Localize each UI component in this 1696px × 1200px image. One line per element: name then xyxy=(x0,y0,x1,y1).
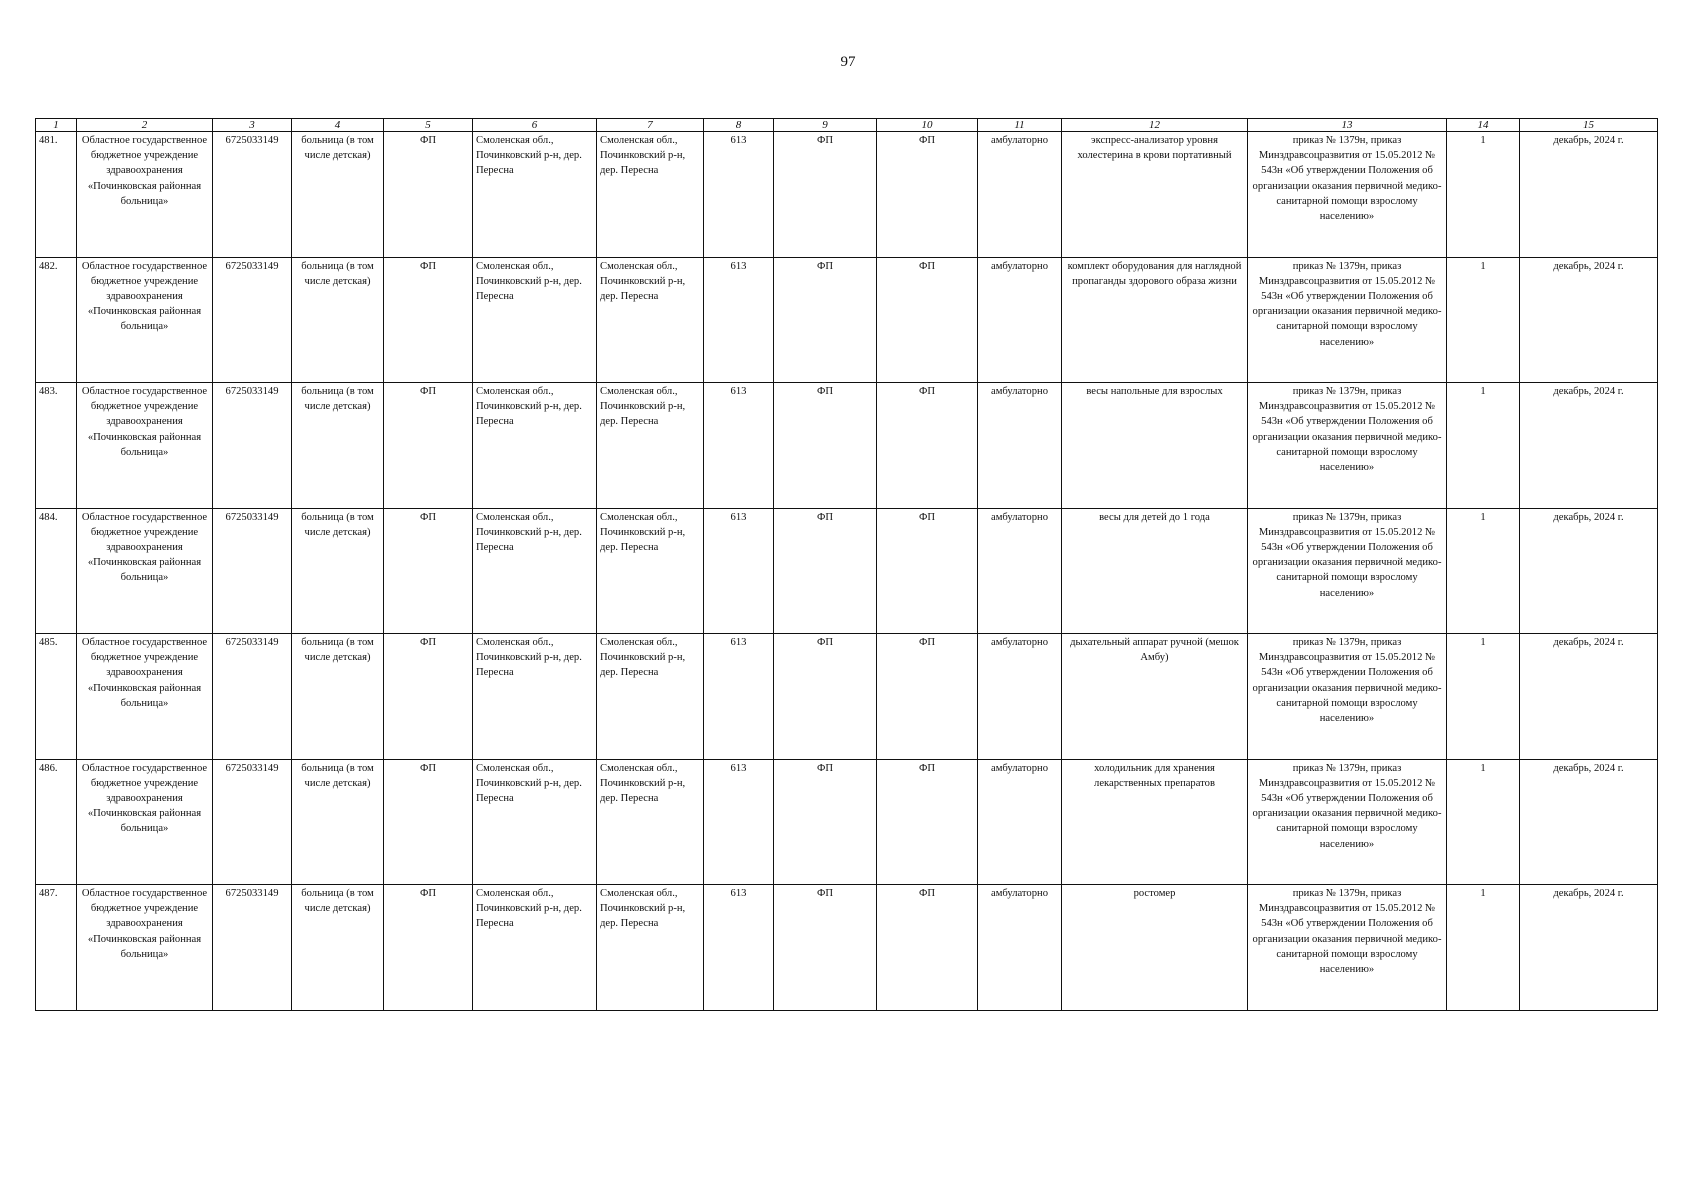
regulation-cell: приказ № 1379н, приказ Минздравсоцразвития от 15.05.2012 № 543н «Об утверждении Положения об организации оказания первичной медико-санитарной помощи взрослому населению» xyxy=(1248,257,1447,383)
equipment-register-table xyxy=(35,118,1658,1011)
code-cell: 613 xyxy=(704,885,774,1011)
quantity-cell: 1 xyxy=(1447,508,1520,634)
quantity-cell: 1 xyxy=(1447,132,1520,258)
equipment-name-cell: экспресс-анализатор уровня холестерина в крови портативный xyxy=(1062,132,1248,258)
unit-cell: ФП xyxy=(774,885,877,1011)
regulation-cell: приказ № 1379н, приказ Минздравсоцразвития от 15.05.2012 № 543н «Об утверждении Положения об организации оказания первичной медико-санитарной помощи взрослому населению» xyxy=(1248,885,1447,1011)
equipment-name-cell: дыхательный аппарат ручной (мешок Амбу) xyxy=(1062,634,1248,760)
column-number-7: 7 xyxy=(597,119,704,132)
row-number-cell: 483. xyxy=(36,383,77,509)
table-header xyxy=(36,119,1658,132)
care-mode-cell: амбулаторно xyxy=(978,759,1062,885)
column-number-4: 4 xyxy=(292,119,384,132)
column-number-12: 12 xyxy=(1062,119,1248,132)
address-cell: Смоленская обл., Починковский р-н, дер. Пересна xyxy=(473,257,597,383)
unit-address-cell: Смоленская обл., Починковский р-н, дер. Пересна xyxy=(597,383,704,509)
code-cell: 613 xyxy=(704,257,774,383)
code-cell: 613 xyxy=(704,508,774,634)
equipment-name-cell: весы напольные для взрослых xyxy=(1062,383,1248,509)
address-cell: Смоленская обл., Починковский р-н, дер. Пересна xyxy=(473,759,597,885)
quantity-cell: 1 xyxy=(1447,383,1520,509)
equipment-name-cell: холодильник для хранения лекарственных препаратов xyxy=(1062,759,1248,885)
regulation-cell: приказ № 1379н, приказ Минздравсоцразвития от 15.05.2012 № 543н «Об утверждении Положения об организации оказания первичной медико-санитарной помощи взрослому населению» xyxy=(1248,759,1447,885)
unit-type-cell: ФП xyxy=(384,634,473,760)
code-cell: 613 xyxy=(704,383,774,509)
unit-kind-cell: ФП xyxy=(877,634,978,760)
code-cell: 613 xyxy=(704,132,774,258)
column-number-9: 9 xyxy=(774,119,877,132)
inn-cell: 6725033149 xyxy=(213,257,292,383)
delivery-date-cell: декабрь, 2024 г. xyxy=(1520,383,1658,509)
equipment-name-cell: комплект оборудования для наглядной пропаганды здорового образа жизни xyxy=(1062,257,1248,383)
care-mode-cell: амбулаторно xyxy=(978,508,1062,634)
unit-cell: ФП xyxy=(774,759,877,885)
row-number-cell: 486. xyxy=(36,759,77,885)
address-cell: Смоленская обл., Починковский р-н, дер. Пересна xyxy=(473,132,597,258)
address-cell: Смоленская обл., Починковский р-н, дер. Пересна xyxy=(473,383,597,509)
column-number-row xyxy=(36,119,1658,132)
table-row xyxy=(36,885,1658,1011)
unit-address-cell: Смоленская обл., Починковский р-н, дер. Пересна xyxy=(597,257,704,383)
row-number-cell: 485. xyxy=(36,634,77,760)
column-number-3: 3 xyxy=(213,119,292,132)
column-number-11: 11 xyxy=(978,119,1062,132)
unit-address-cell: Смоленская обл., Починковский р-н, дер. Пересна xyxy=(597,759,704,885)
column-number-8: 8 xyxy=(704,119,774,132)
delivery-date-cell: декабрь, 2024 г. xyxy=(1520,634,1658,760)
unit-type-cell: ФП xyxy=(384,132,473,258)
organization-cell: Областное государственное бюджетное учреждение здравоохранения «Починковская районная больница» xyxy=(77,634,213,760)
table-row xyxy=(36,383,1658,509)
table-row xyxy=(36,759,1658,885)
unit-type-cell: ФП xyxy=(384,759,473,885)
column-number-1: 1 xyxy=(36,119,77,132)
address-cell: Смоленская обл., Починковский р-н, дер. Пересна xyxy=(473,508,597,634)
organization-cell: Областное государственное бюджетное учреждение здравоохранения «Починковская районная больница» xyxy=(77,759,213,885)
unit-address-cell: Смоленская обл., Починковский р-н, дер. Пересна xyxy=(597,885,704,1011)
care-mode-cell: амбулаторно xyxy=(978,132,1062,258)
unit-kind-cell: ФП xyxy=(877,885,978,1011)
code-cell: 613 xyxy=(704,759,774,885)
delivery-date-cell: декабрь, 2024 г. xyxy=(1520,759,1658,885)
column-number-2: 2 xyxy=(77,119,213,132)
facility-type-cell: больница (в том числе детская) xyxy=(292,508,384,634)
organization-cell: Областное государственное бюджетное учреждение здравоохранения «Починковская районная больница» xyxy=(77,885,213,1011)
inn-cell: 6725033149 xyxy=(213,508,292,634)
unit-address-cell: Смоленская обл., Починковский р-н, дер. Пересна xyxy=(597,132,704,258)
page-number: 97 xyxy=(840,54,856,70)
unit-type-cell: ФП xyxy=(384,508,473,634)
table-row xyxy=(36,257,1658,383)
inn-cell: 6725033149 xyxy=(213,634,292,760)
regulation-cell: приказ № 1379н, приказ Минздравсоцразвития от 15.05.2012 № 543н «Об утверждении Положения об организации оказания первичной медико-санитарной помощи взрослому населению» xyxy=(1248,132,1447,258)
unit-type-cell: ФП xyxy=(384,885,473,1011)
care-mode-cell: амбулаторно xyxy=(978,383,1062,509)
quantity-cell: 1 xyxy=(1447,885,1520,1011)
facility-type-cell: больница (в том числе детская) xyxy=(292,257,384,383)
quantity-cell: 1 xyxy=(1447,759,1520,885)
facility-type-cell: больница (в том числе детская) xyxy=(292,885,384,1011)
unit-kind-cell: ФП xyxy=(877,257,978,383)
organization-cell: Областное государственное бюджетное учреждение здравоохранения «Починковская районная больница» xyxy=(77,383,213,509)
column-number-5: 5 xyxy=(384,119,473,132)
code-cell: 613 xyxy=(704,634,774,760)
quantity-cell: 1 xyxy=(1447,257,1520,383)
unit-cell: ФП xyxy=(774,508,877,634)
regulation-cell: приказ № 1379н, приказ Минздравсоцразвития от 15.05.2012 № 543н «Об утверждении Положения об организации оказания первичной медико-санитарной помощи взрослому населению» xyxy=(1248,383,1447,509)
regulation-cell: приказ № 1379н, приказ Минздравсоцразвития от 15.05.2012 № 543н «Об утверждении Положения об организации оказания первичной медико-санитарной помощи взрослому населению» xyxy=(1248,508,1447,634)
address-cell: Смоленская обл., Починковский р-н, дер. Пересна xyxy=(473,634,597,760)
equipment-name-cell: весы для детей до 1 года xyxy=(1062,508,1248,634)
table-row xyxy=(36,132,1658,258)
organization-cell: Областное государственное бюджетное учреждение здравоохранения «Починковская районная больница» xyxy=(77,257,213,383)
unit-address-cell: Смоленская обл., Починковский р-н, дер. Пересна xyxy=(597,634,704,760)
column-number-15: 15 xyxy=(1520,119,1658,132)
organization-cell: Областное государственное бюджетное учреждение здравоохранения «Починковская районная больница» xyxy=(77,132,213,258)
delivery-date-cell: декабрь, 2024 г. xyxy=(1520,885,1658,1011)
delivery-date-cell: декабрь, 2024 г. xyxy=(1520,257,1658,383)
inn-cell: 6725033149 xyxy=(213,383,292,509)
column-number-10: 10 xyxy=(877,119,978,132)
unit-type-cell: ФП xyxy=(384,257,473,383)
unit-kind-cell: ФП xyxy=(877,508,978,634)
inn-cell: 6725033149 xyxy=(213,132,292,258)
row-number-cell: 482. xyxy=(36,257,77,383)
quantity-cell: 1 xyxy=(1447,634,1520,760)
table-body xyxy=(36,132,1658,1011)
unit-kind-cell: ФП xyxy=(877,759,978,885)
unit-address-cell: Смоленская обл., Починковский р-н, дер. Пересна xyxy=(597,508,704,634)
column-number-14: 14 xyxy=(1447,119,1520,132)
column-number-6: 6 xyxy=(473,119,597,132)
column-number-13: 13 xyxy=(1248,119,1447,132)
equipment-name-cell: ростомер xyxy=(1062,885,1248,1011)
unit-cell: ФП xyxy=(774,257,877,383)
facility-type-cell: больница (в том числе детская) xyxy=(292,634,384,760)
unit-cell: ФП xyxy=(774,634,877,760)
unit-kind-cell: ФП xyxy=(877,132,978,258)
unit-kind-cell: ФП xyxy=(877,383,978,509)
table-row xyxy=(36,634,1658,760)
regulation-cell: приказ № 1379н, приказ Минздравсоцразвития от 15.05.2012 № 543н «Об утверждении Положения об организации оказания первичной медико-санитарной помощи взрослому населению» xyxy=(1248,634,1447,760)
table-row xyxy=(36,508,1658,634)
row-number-cell: 481. xyxy=(36,132,77,258)
unit-type-cell: ФП xyxy=(384,383,473,509)
facility-type-cell: больница (в том числе детская) xyxy=(292,759,384,885)
care-mode-cell: амбулаторно xyxy=(978,257,1062,383)
row-number-cell: 484. xyxy=(36,508,77,634)
unit-cell: ФП xyxy=(774,132,877,258)
delivery-date-cell: декабрь, 2024 г. xyxy=(1520,132,1658,258)
facility-type-cell: больница (в том числе детская) xyxy=(292,132,384,258)
inn-cell: 6725033149 xyxy=(213,885,292,1011)
inn-cell: 6725033149 xyxy=(213,759,292,885)
address-cell: Смоленская обл., Починковский р-н, дер. Пересна xyxy=(473,885,597,1011)
care-mode-cell: амбулаторно xyxy=(978,885,1062,1011)
unit-cell: ФП xyxy=(774,383,877,509)
organization-cell: Областное государственное бюджетное учреждение здравоохранения «Починковская районная больница» xyxy=(77,508,213,634)
facility-type-cell: больница (в том числе детская) xyxy=(292,383,384,509)
row-number-cell: 487. xyxy=(36,885,77,1011)
care-mode-cell: амбулаторно xyxy=(978,634,1062,760)
delivery-date-cell: декабрь, 2024 г. xyxy=(1520,508,1658,634)
